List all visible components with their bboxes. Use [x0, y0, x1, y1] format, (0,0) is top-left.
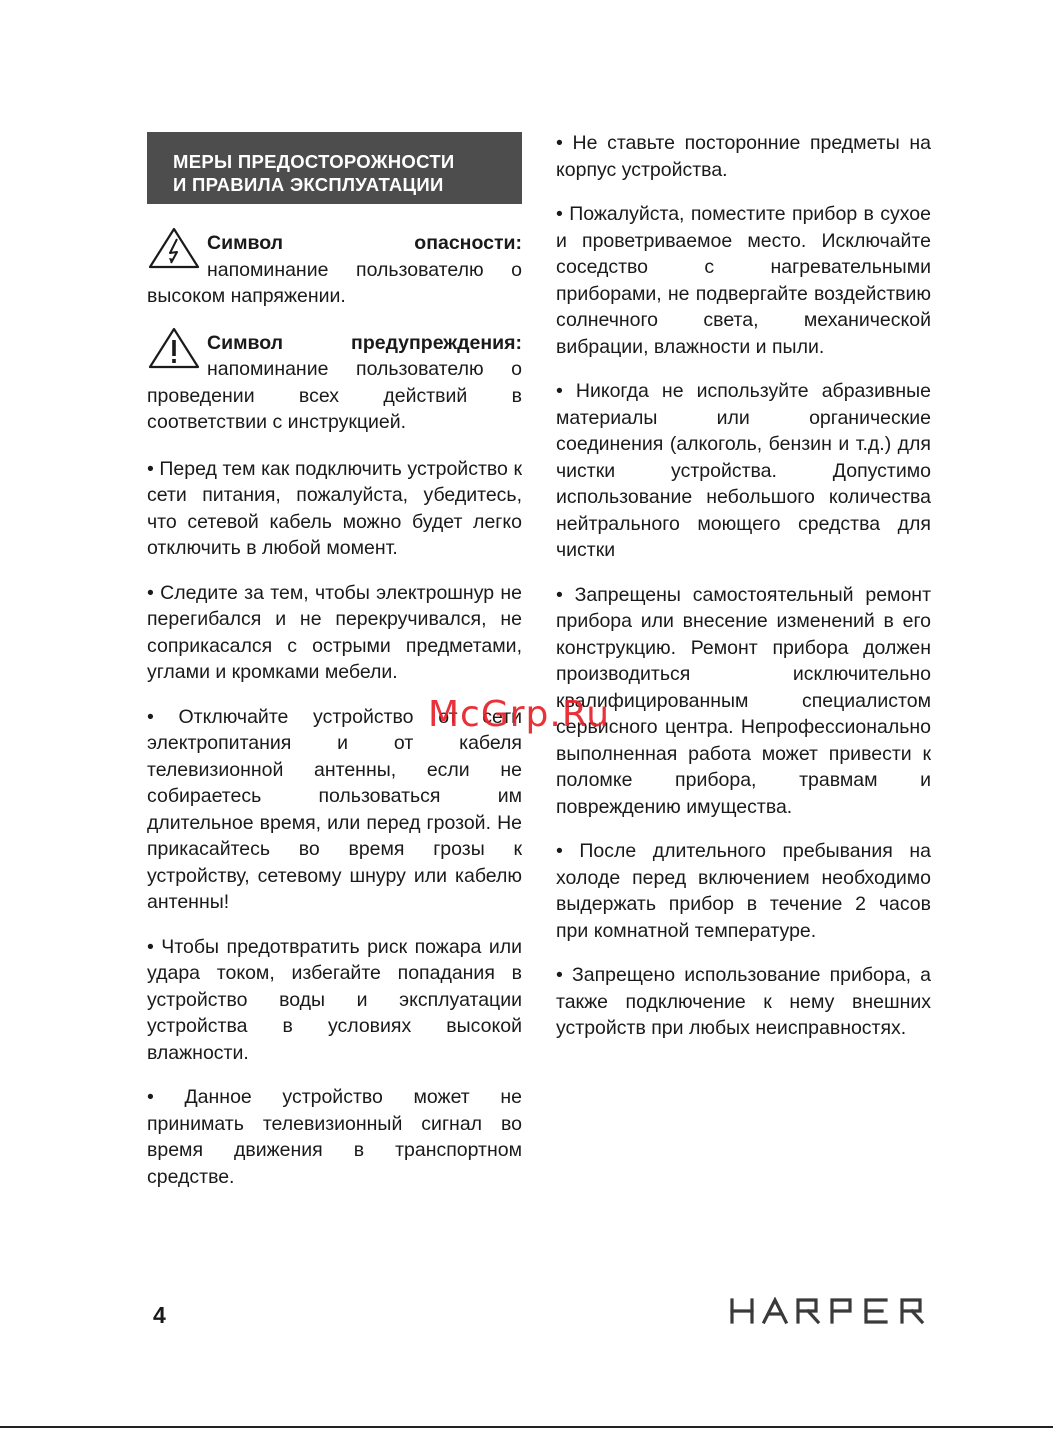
left-item-1: • Перед тем как подключить устройство к сети питания, пожалуйста, убедитесь, что сетевой кабель можно будет легко отключить в любой момент. — [147, 457, 522, 559]
warning-symbol-note — [147, 330, 522, 436]
harper-logo — [730, 1297, 930, 1325]
bottom-rule — [0, 1426, 1053, 1428]
right-item-6: • Запрещено использование прибора, а также подключение к нему внешних устройств при любых неисправностях. — [556, 964, 931, 1039]
left-item-4: • Чтобы предотвратить риск пожара или удара током, избегайте попадания в устройство воды и эксплуатации устройства в условиях высокой влажности. — [147, 935, 522, 1064]
lightning-triangle-icon — [147, 226, 201, 270]
left-column — [147, 132, 522, 1208]
danger-symbol-text: напоминание пользователю о высоком напряжении. — [147, 258, 522, 307]
watermark-text: McGrp.Ru — [428, 694, 611, 735]
right-item-2: • Пожалуйста, поместите прибор в сухое и проветриваемое место. Исключайте соседство с нагревательными приборами, не подвергайте воздействию солнечного света, механической вибрации, влажности и пыли. — [556, 203, 931, 358]
section-header-line2: И ПРАВИЛА ЭКСПЛУАТАЦИИ — [173, 174, 444, 195]
left-item-5: • Данное устройство может не принимать телевизионный сигнал во время движения в транспортном средстве. — [147, 1086, 522, 1188]
right-item-4: • Запрещены самостоятельный ремонт прибора или внесение изменений в его конструкцию. Ремонт прибора должен производиться исключительно квалифицированным специалистом сервисного центра. Непрофессионально выполненная работа может привести к поломке прибора, травмам и повреждению имущества. — [556, 583, 931, 818]
danger-symbol-note — [147, 230, 522, 310]
right-item-3: • Никогда не используйте абразивные материалы или органические соединения (алкоголь, бензин и т.д.) для чистки устройства. Допустимо использование небольшого количества нейтрального моющего средства для чистки — [556, 380, 931, 561]
exclamation-triangle-icon — [147, 326, 201, 370]
section-header-line1: МЕРЫ ПРЕДОСТОРОЖНОСТИ — [173, 151, 455, 172]
right-column — [556, 130, 931, 1060]
left-item-3: • Отключайте устройство от сети электропитания и от кабеля телевизионной антенны, если не собираетесь пользоваться им длительное время, или перед грозой. Не прикасайтесь во время грозы к устройству, сетевому шнуру или кабелю антенны! — [147, 705, 522, 913]
brand-text: HARPER — [730, 1297, 735, 1298]
section-header — [147, 132, 522, 204]
left-item-2: • Следите за тем, чтобы электрошнур не перегибался и не перекручивался, не соприкасался с острыми предметами, углами и кромками мебели. — [147, 581, 522, 683]
warning-symbol-text: напоминание пользователю о проведении всех действий в соответствии с инструкцией. — [147, 358, 522, 433]
right-item-5: • После длительного пребывания на холоде перед включением необходимо выдержать прибор в течение 2 часов при комнатной температуре. — [556, 840, 931, 942]
warning-symbol-title: Символ предупреждения: — [207, 331, 522, 354]
page-number: 4 — [153, 1302, 166, 1328]
right-item-1: • Не ставьте посторонние предметы на корпус устройства. — [556, 132, 931, 181]
danger-symbol-title: Символ опасности: — [207, 232, 522, 254]
